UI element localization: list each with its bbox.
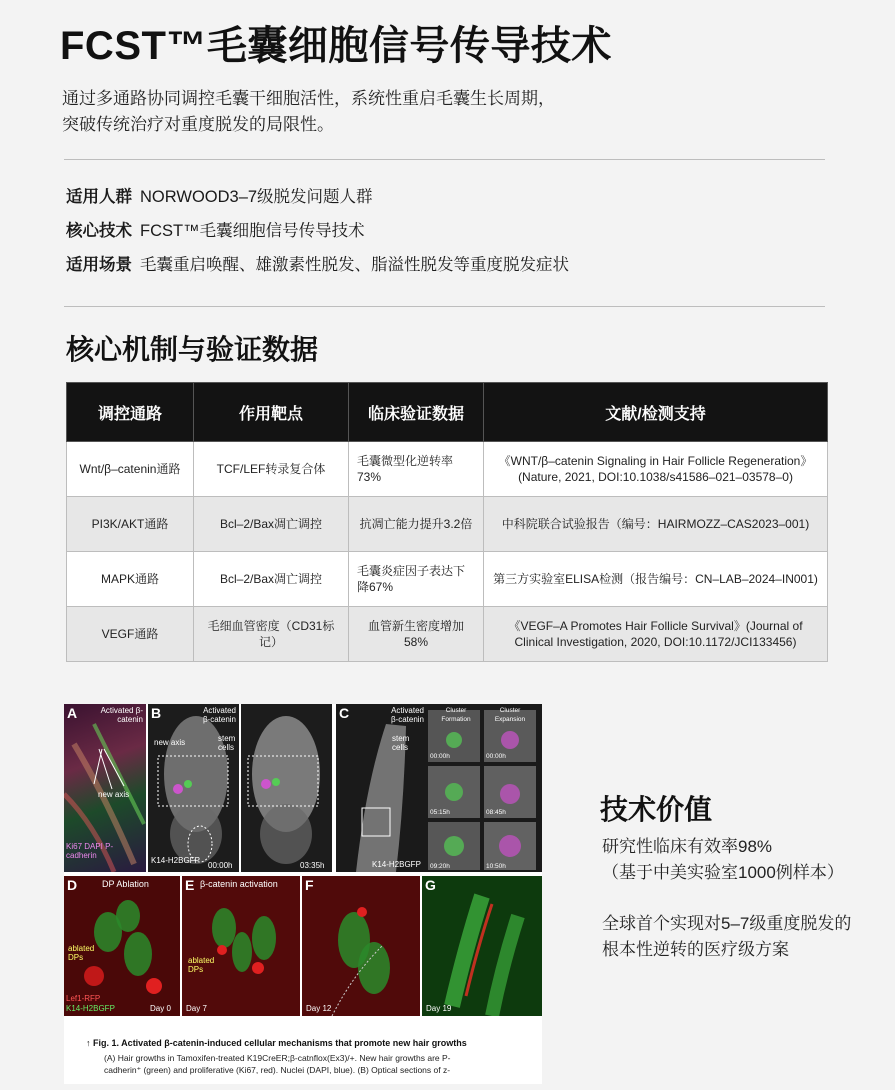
panel-f-image [302,876,420,1016]
caption-line: (A) Hair growths in Tamoxifen-treated K19CreER;β-catnflox(Ex3)/+. New hair growths are P- [104,1053,451,1063]
panel-text: Activated β-catenin [100,706,143,724]
value-title: 技术价值 [600,794,713,825]
caption-title-text: Fig. 1. Activated β-catenin-induced cellular mechanisms that promote new hair growths [93,1038,467,1048]
panel-label: G [425,877,436,893]
column-header: 调控通路 [67,383,194,442]
panel-text: stem cells [218,734,236,752]
value-text: （基于中美实验室1000例样本） [602,863,844,882]
table-cell: 抗凋亡能力提升3.2倍 [349,497,484,552]
table-cell: TCF/LEF转录复合体 [194,442,349,497]
panel-text: Day 0 [150,1004,171,1013]
table-cell: 毛囊炎症因子表达下降67% [349,552,484,607]
section-title: 核心机制与验证数据 [66,334,319,365]
divider [64,159,825,160]
info-list [66,180,569,282]
value-text: 根本性逆转的医疗级方案 [602,940,789,959]
panel-label: D [67,877,78,893]
info-row [66,180,569,214]
table-row [67,552,828,607]
research-figure [64,704,542,1084]
table-cell: 毛囊微型化逆转率73% [349,442,484,497]
panel-text: Cluster Expansion [494,707,526,723]
figure-panel-f [302,876,420,1016]
panel-text: 09:20h [430,863,450,870]
table-cell: Bcl–2/Bax凋亡调控 [194,552,349,607]
panel-c-image [336,704,542,872]
panel-text: stem cells [392,734,410,752]
panel-text: Activated β-catenin [202,706,236,724]
info-row [66,248,569,282]
figure-caption-title: ↑ Fig. 1. Activated β-catenin-induced cellular mechanisms that promote new hair growths [86,1038,467,1048]
table-cell: MAPK通路 [67,552,194,607]
panel-label: B [151,705,162,721]
table-cell: VEGF通路 [67,607,194,662]
figure-panel-a [64,704,146,872]
figure-panel-c [336,704,542,872]
info-row [66,214,569,248]
panel-text: 05:15h [430,809,450,816]
table-cell: 中科院联合试验报告（编号：HAIRMOZZ–CAS2023–001) [484,497,828,552]
panel-text: new axis [154,738,186,747]
panel-text: Day 19 [426,1004,452,1013]
panel-text: β-catenin activation [200,879,278,889]
panel-text: K14-H2BGFP [66,1004,115,1013]
panel-text: 10:50h [486,863,506,870]
panel-text: ablated DPs [188,956,215,974]
figure-panel-g [422,876,542,1016]
panel-text: DP Ablation [102,879,149,889]
info-key: 适用场景 [66,256,132,274]
table-cell: 毛细血管密度（CD31标记） [194,607,349,662]
figure-panel-b [148,704,332,872]
table-header-row [67,383,828,442]
info-value: FCST™毛囊细胞信号传导技术 [140,222,365,240]
mechanism-table [66,382,828,662]
table-cell: 第三方实验室ELISA检测（报告编号：CN–LAB–2024–IN001) [484,552,828,607]
info-value: NORWOOD3–7级脱发问题人群 [140,188,373,206]
panel-text: Day 7 [186,1004,207,1013]
column-header: 临床验证数据 [349,383,484,442]
page-title: FCST™毛囊细胞信号传导技术 [60,24,612,68]
panel-text: Activated β-catenin [390,706,424,724]
info-value: 毛囊重启唤醒、雄激素性脱发、脂溢性脱发等重度脱发症状 [140,256,569,274]
value-text: 研究性临床有效率98% [602,837,773,856]
panel-text: 03:35h [300,861,325,870]
caption-line: cadherin⁺ (green) and proliferative (Ki67, red). Nuclei (DAPI, blue). (B) Optical sections of z- [104,1065,451,1075]
figure-caption [104,1052,524,1076]
panel-label: A [67,705,78,721]
table-cell: 《WNT/β–catenin Signaling in Hair Follicle Regeneration》(Nature, 2021, DOI:10.1038/s41586–021–03578–0) [484,442,828,497]
panel-text: 08:45h [486,809,506,816]
panel-text: new axis [98,790,130,799]
table-cell: PI3K/AKT通路 [67,497,194,552]
table-cell: 血管新生密度增加58% [349,607,484,662]
panel-e-image [182,876,300,1016]
divider [64,306,825,307]
panel-label: F [305,877,314,893]
panel-g-image [422,876,542,1016]
panel-text: Day 12 [306,1004,332,1013]
info-key: 适用人群 [66,188,132,206]
panel-text: Cluster Formation [441,707,471,723]
panel-text: K14-H2BGFP [151,856,200,865]
info-key: 核心技术 [66,222,132,240]
table-cell: 《VEGF–A Promotes Hair Follicle Survival》(Journal of Clinical Investigation, 2020, DOI:10.1172/JCI133456) [484,607,828,662]
column-header: 文献/检测支持 [484,383,828,442]
intro-text [62,86,555,138]
panel-label: C [339,705,350,721]
table-row [67,607,828,662]
panel-text: Lef1-RFP [66,994,101,1003]
table-row [67,497,828,552]
panel-text: 00:00h [208,861,233,870]
figure-panel-d [64,876,180,1016]
panel-b-image [148,704,332,872]
table-cell: Bcl–2/Bax凋亡调控 [194,497,349,552]
panel-label: E [185,877,195,893]
panel-text: 00:00h [486,753,506,760]
panel-text: K14-H2BGFP [372,860,421,869]
table-cell: Wnt/β–catenin通路 [67,442,194,497]
table-row [67,442,828,497]
column-header: 作用靶点 [194,383,349,442]
intro-line: 通过多通路协同调控毛囊干细胞活性，系统性重启毛囊生长周期， [62,89,555,108]
value-text: 全球首个实现对5–7级重度脱发的 [602,914,852,933]
panel-text: ablated DPs [68,944,95,962]
intro-line: 突破传统治疗对重度脱发的局限性。 [62,115,334,134]
panel-text: Ki67 DAPI P-cadherin [66,842,114,860]
figure-panel-e [182,876,300,1016]
panel-text: 00:00h [430,753,450,760]
